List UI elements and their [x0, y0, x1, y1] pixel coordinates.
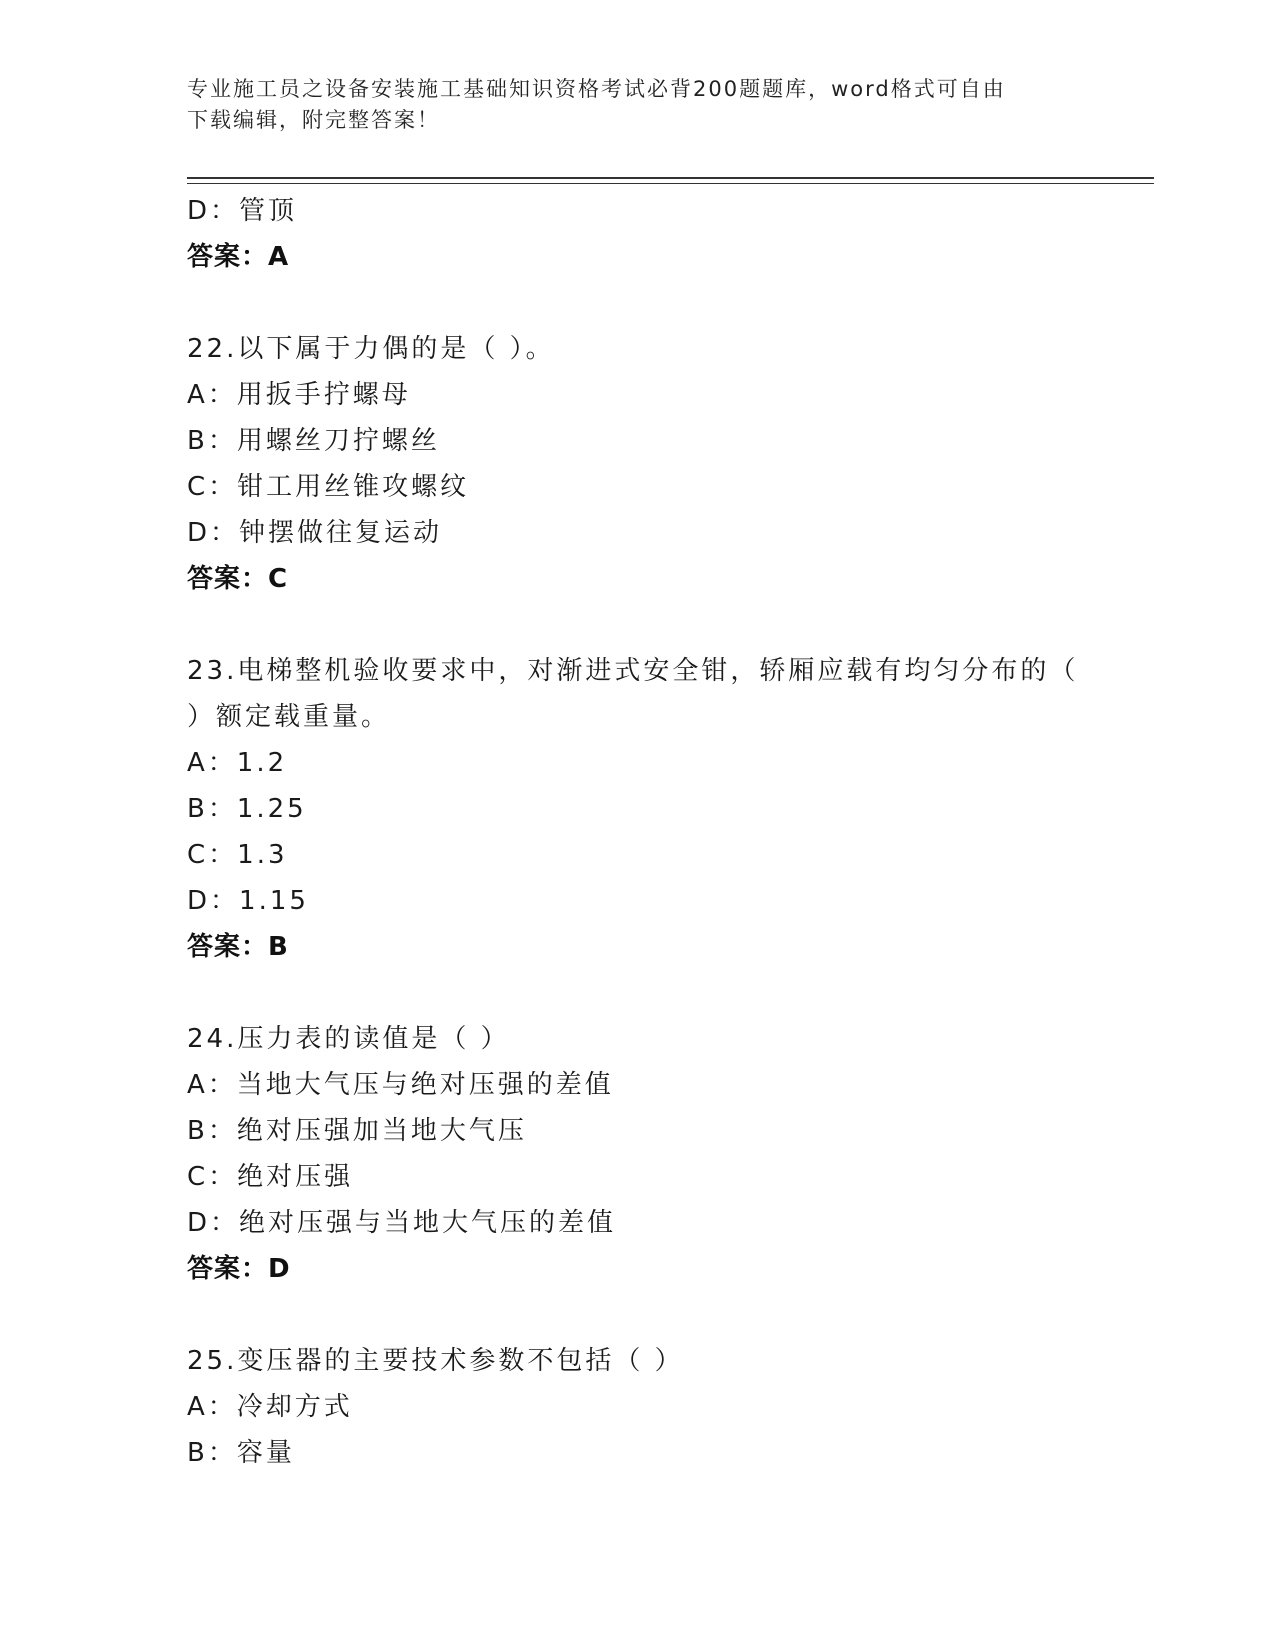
option-d: D：1.15 [187, 886, 309, 916]
answer-line: 答案：B [187, 932, 289, 962]
question-22 [187, 326, 1087, 602]
spacer [187, 280, 1087, 326]
option-d: D：管顶 [187, 196, 298, 226]
option-c: C：1.3 [187, 840, 288, 870]
option-a: A：1.2 [187, 748, 288, 778]
header-rule-thick [187, 177, 1154, 179]
option-b: B：用螺丝刀拧螺丝 [187, 426, 440, 456]
spacer [187, 602, 1087, 648]
option-a: A：冷却方式 [187, 1392, 353, 1422]
option-c: C：钳工用丝锥攻螺纹 [187, 472, 470, 502]
header-line-1: 专业施工员之设备安装施工基础知识资格考试必背200题题库，word格式可自由 [187, 77, 1006, 101]
option-d: D：钟摆做往复运动 [187, 518, 443, 548]
question-stem-line-1: 23.电梯整机验收要求中，对渐进式安全钳，轿厢应载有均匀分布的（ [187, 656, 1079, 686]
answer-line: 答案：D [187, 1254, 291, 1284]
document-header [187, 74, 1067, 136]
spacer [187, 1292, 1087, 1338]
question-24 [187, 1016, 1087, 1292]
option-a: A：用扳手拧螺母 [187, 380, 411, 410]
question-stem: 25.变压器的主要技术参数不包括（ ） [187, 1346, 684, 1376]
header-rule-thin [187, 183, 1154, 184]
option-d: D：绝对压强与当地大气压的差值 [187, 1208, 617, 1238]
option-b: B：容量 [187, 1438, 295, 1468]
question-stem-line-2: ）额定载重量。 [187, 702, 391, 732]
question-23 [187, 648, 1087, 970]
question-stem: 24.压力表的读值是（ ） [187, 1024, 510, 1054]
spacer [187, 970, 1087, 1016]
question-stem: 22.以下属于力偶的是（ ）。 [187, 334, 555, 364]
option-b: B：绝对压强加当地大气压 [187, 1116, 527, 1146]
question-25 [187, 1338, 1087, 1476]
option-c: C：绝对压强 [187, 1162, 354, 1192]
answer-line: 答案：C [187, 564, 289, 594]
question-content [187, 188, 1087, 1476]
answer-line: 答案：A [187, 242, 290, 272]
previous-question-tail [187, 188, 1087, 280]
option-a: A：当地大气压与绝对压强的差值 [187, 1070, 614, 1100]
header-line-2: 下载编辑，附完整答案！ [187, 108, 440, 132]
option-b: B：1.25 [187, 794, 307, 824]
